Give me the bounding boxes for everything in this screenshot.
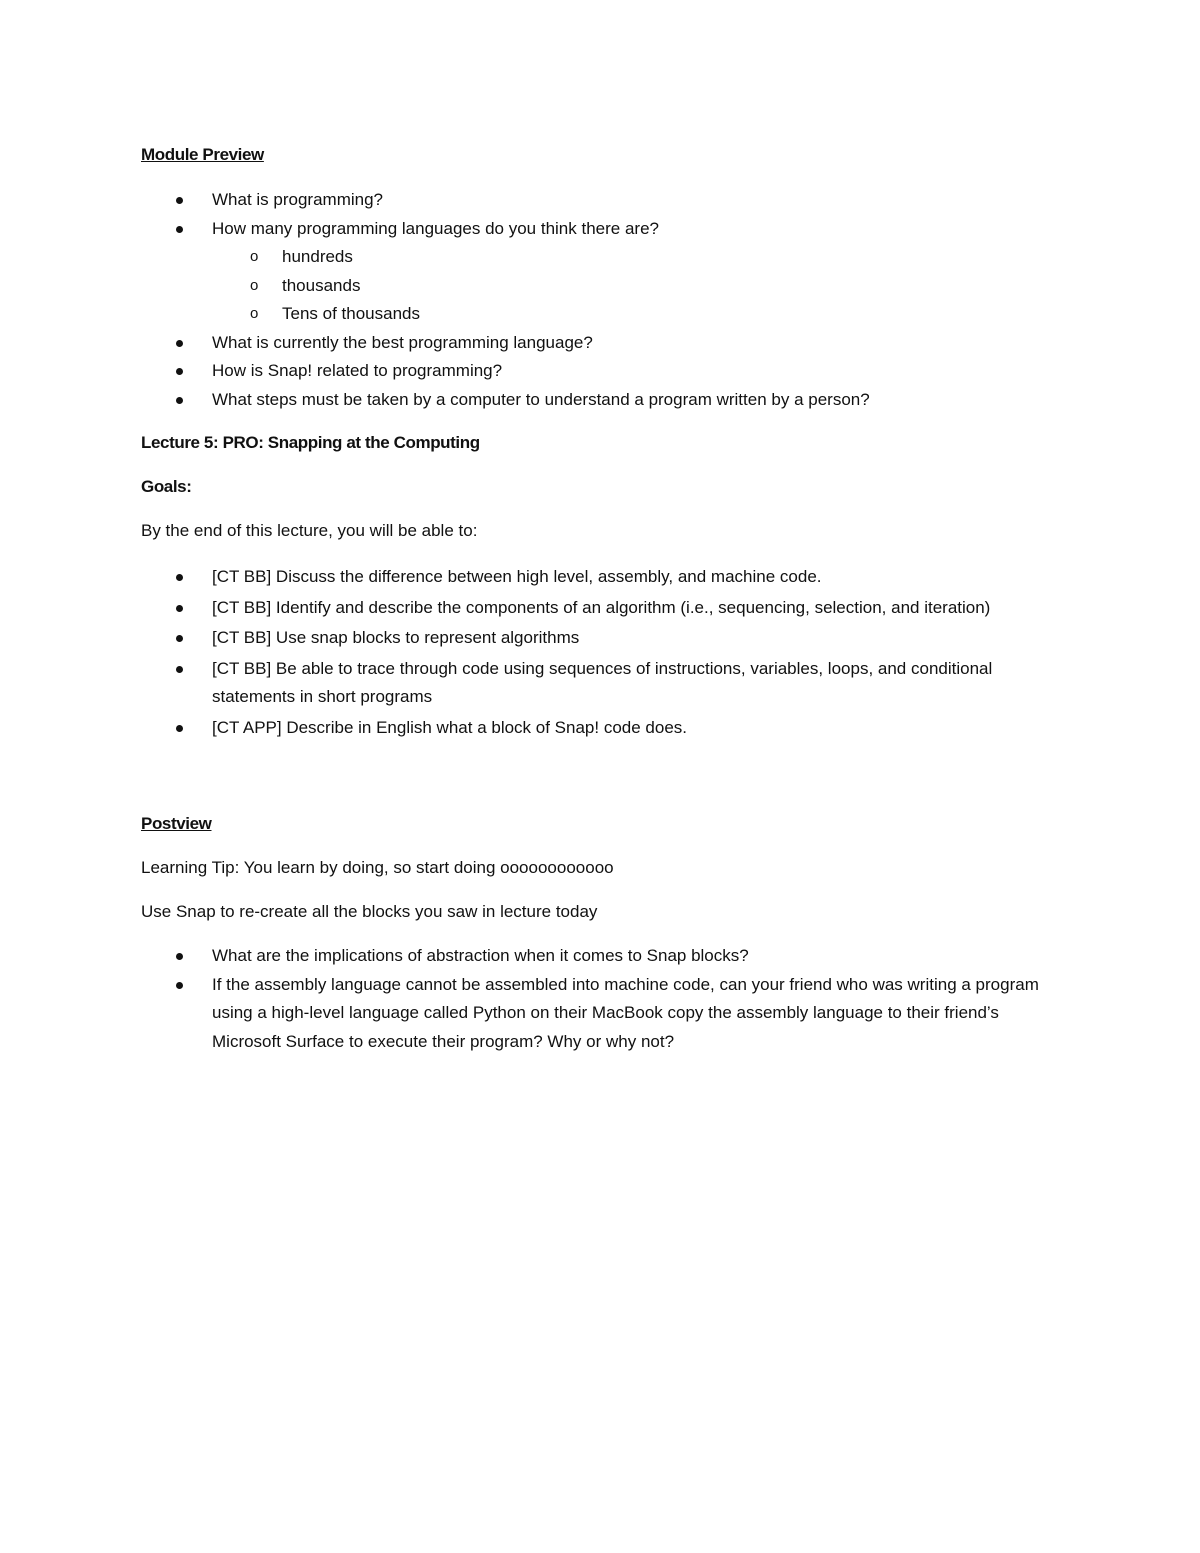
- sub-bullet-marker: o: [250, 276, 259, 294]
- language-count-options: [212, 243, 1060, 329]
- goal-item: [CT BB] Use snap blocks to represent algorithms: [0, 624, 1200, 653]
- sub-list-item: [212, 300, 1060, 329]
- sub-list-item-text: hundreds: [282, 247, 353, 266]
- sub-list-item-text: Tens of thousands: [282, 304, 420, 323]
- sub-bullet-marker: o: [250, 248, 259, 265]
- learning-tip: Learning Tip: You learn by doing, so start doing oooooooooooo: [141, 858, 614, 877]
- module-preview-heading: Module Preview: [141, 145, 264, 164]
- list-item: [0, 215, 1200, 329]
- sub-list-item: [212, 243, 1060, 272]
- postview-heading: Postview: [141, 814, 212, 833]
- goals-intro: By the end of this lecture, you will be able to:: [141, 521, 478, 540]
- goal-item: [CT APP] Describe in English what a block of Snap! code does.: [0, 714, 1200, 743]
- sub-bullet-marker: o: [250, 305, 259, 322]
- goal-item: [CT BB] Identify and describe the components of an algorithm (i.e., sequencing, selection, and iteration): [0, 594, 1200, 623]
- module-preview-list: [0, 186, 1200, 414]
- lecture-title: Lecture 5: PRO: Snapping at the Computing: [141, 433, 480, 452]
- sub-list-item: [212, 272, 1060, 301]
- goals-heading: Goals:: [141, 477, 192, 496]
- postview-questions: [0, 942, 1200, 1056]
- postview-instruction: Use Snap to re-create all the blocks you saw in lecture today: [141, 902, 598, 921]
- list-item: What is programming?: [0, 186, 1200, 215]
- list-item: What steps must be taken by a computer to understand a program written by a person?: [0, 386, 1200, 415]
- list-item-text: How many programming languages do you think there are?: [212, 218, 659, 238]
- goal-item: [CT BB] Discuss the difference between high level, assembly, and machine code.: [0, 563, 1200, 592]
- goal-item: [CT BB] Be able to trace through code using sequences of instructions, variables, loops, and conditional statements in short programs: [0, 655, 1200, 712]
- question-item: If the assembly language cannot be assembled into machine code, can your friend who was writing a program using a high-level language called Python on their MacBook copy the assembly language to their friend’s Microsoft Surface to execute their program? Why or why not?: [0, 971, 1200, 1057]
- list-item: How is Snap! related to programming?: [0, 357, 1200, 386]
- list-item: What is currently the best programming language?: [0, 329, 1200, 358]
- question-item: What are the implications of abstraction when it comes to Snap blocks?: [0, 942, 1200, 971]
- goals-list: [0, 563, 1200, 742]
- sub-list-item-text: thousands: [282, 275, 361, 295]
